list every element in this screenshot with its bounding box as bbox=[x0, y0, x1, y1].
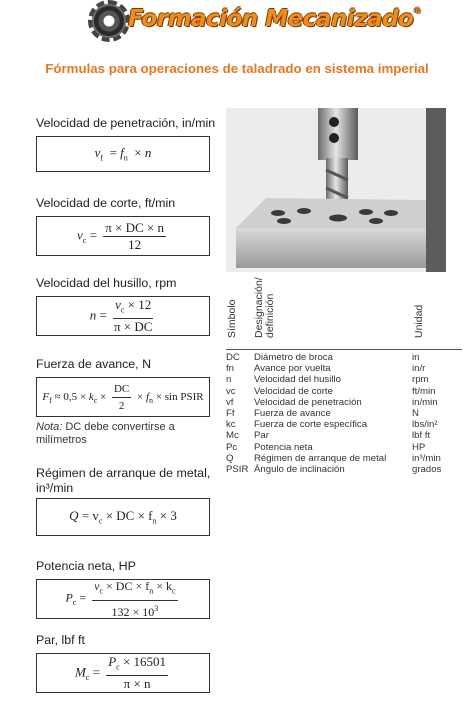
row-unit: lbf ft bbox=[412, 430, 431, 442]
row-definition: Fuerza de avance bbox=[254, 408, 331, 419]
row-definition: Velocidad de corte bbox=[254, 385, 333, 397]
drilling-photo bbox=[226, 108, 446, 272]
formula-title: Potencia neta, HP bbox=[36, 559, 136, 573]
row-unit: N bbox=[412, 408, 419, 419]
formula-expression: $Q = v_c$ × DC × $f_n \times 3$ bbox=[69, 508, 177, 526]
formula-metal-removal-rate bbox=[36, 466, 216, 526]
formula-expression: $M_c$ = $\frac{P_c \times 16501}{\pi \times n}$ bbox=[74, 653, 167, 692]
row-unit: in³/min bbox=[412, 452, 441, 464]
formula-expression: n = $\frac{v_c \times 12}{\pi \times DC}$ bbox=[89, 296, 153, 335]
table-row bbox=[226, 374, 462, 385]
formula-torque bbox=[36, 633, 216, 692]
milling-cutter-icon bbox=[92, 4, 126, 38]
formula-spindle-speed bbox=[36, 276, 216, 335]
formula-box bbox=[36, 653, 210, 693]
row-symbol: vf bbox=[226, 396, 234, 408]
formula-expression: $F_f \approx 0,5 \times k_c$ × $\frac{DC}{2}$ × $f_n \times \sin$ PSIR bbox=[42, 382, 204, 412]
note bbox=[36, 421, 212, 447]
formula-expression: $v_c$ = $\frac{\pi \times DC \times n}{12}$ bbox=[77, 219, 164, 252]
row-definition: Ángulo de inclinación bbox=[254, 464, 345, 475]
row-symbol: Mc bbox=[226, 430, 239, 442]
formula-penetration-rate bbox=[36, 116, 216, 163]
row-definition: Avance por vuelta bbox=[254, 363, 331, 375]
formula-title: Fuerza de avance, N bbox=[36, 357, 152, 371]
column-header-symbol: Símbolo bbox=[226, 299, 238, 338]
table-row bbox=[226, 386, 462, 397]
formula-title: Par, lbf ft bbox=[36, 633, 85, 647]
row-unit: rpm bbox=[412, 374, 429, 386]
row-unit: grados bbox=[412, 464, 442, 475]
formula-title: Velocidad del husillo, rpm bbox=[36, 276, 177, 290]
formula-box bbox=[36, 498, 210, 536]
row-unit: HP bbox=[412, 441, 426, 453]
formula-feed-force bbox=[36, 357, 216, 446]
row-definition: Diámetro de broca bbox=[254, 352, 333, 363]
row-symbol: DC bbox=[226, 352, 240, 363]
note-label: Nota: bbox=[36, 421, 63, 433]
row-symbol: n bbox=[226, 374, 232, 386]
table-row bbox=[226, 363, 462, 374]
column-header-unit: Unidad bbox=[413, 304, 425, 338]
row-symbol: Q bbox=[226, 452, 234, 464]
page-title: Fórmulas para operaciones de taladrado en sistema imperial bbox=[45, 61, 429, 76]
row-definition: Potencia neta bbox=[254, 441, 313, 453]
table-row bbox=[226, 453, 462, 464]
row-symbol: Pc bbox=[226, 441, 238, 453]
table-row bbox=[226, 408, 462, 419]
row-definition: Régimen de arranque de metal bbox=[254, 452, 387, 464]
formula-box bbox=[36, 216, 210, 256]
table-row bbox=[226, 464, 462, 475]
row-definition: Velocidad de penetración bbox=[254, 396, 362, 408]
column-header-designation: Designación/ definición bbox=[253, 277, 276, 338]
row-unit: in bbox=[412, 352, 420, 363]
row-symbol: PSIR bbox=[226, 464, 249, 475]
formula-box bbox=[36, 579, 210, 619]
note-text: DC debe convertirse a milímetros bbox=[36, 421, 175, 446]
row-unit: ft/min bbox=[412, 385, 436, 397]
formula-net-power bbox=[36, 559, 216, 619]
registered-mark: ® bbox=[413, 6, 421, 15]
formula-title: Régimen de arranque de metal, in³/min bbox=[36, 466, 211, 495]
table-row bbox=[226, 419, 462, 430]
table-divider bbox=[226, 349, 462, 350]
formula-title: Velocidad de penetración, in/min bbox=[36, 116, 216, 130]
formula-title: Velocidad de corte, ft/min bbox=[36, 196, 176, 210]
formula-expression: $P_c$ = $\frac{v_c \times DC \times f_n \times k_c}{132 \times 10^3}$ bbox=[65, 579, 176, 619]
brand-logo-text bbox=[128, 6, 421, 32]
row-symbol: vc bbox=[226, 385, 236, 397]
table-row bbox=[226, 397, 462, 408]
row-definition: Par bbox=[254, 430, 269, 442]
row-unit: lbs/in² bbox=[412, 419, 438, 431]
brand-name: Formación Mecanizado bbox=[128, 6, 414, 32]
formula-cutting-speed bbox=[36, 196, 216, 252]
table-row bbox=[226, 430, 462, 441]
row-definition: Fuerza de corte específica bbox=[254, 419, 368, 431]
formula-box bbox=[36, 377, 210, 417]
row-symbol: fn bbox=[226, 363, 235, 375]
drill-illustration bbox=[226, 108, 446, 272]
row-unit: in/r bbox=[412, 363, 426, 375]
row-unit: in/min bbox=[412, 396, 438, 408]
row-definition: Velocidad del husillo bbox=[254, 374, 341, 386]
formula-expression: $v_f = f_n \times n$ bbox=[94, 145, 152, 163]
row-symbol: Ff bbox=[226, 408, 235, 419]
header bbox=[0, 0, 474, 46]
formula-box bbox=[36, 136, 210, 172]
formula-box bbox=[36, 296, 210, 336]
table-row bbox=[226, 442, 462, 453]
table-row bbox=[226, 352, 462, 363]
row-symbol: kc bbox=[226, 419, 236, 431]
